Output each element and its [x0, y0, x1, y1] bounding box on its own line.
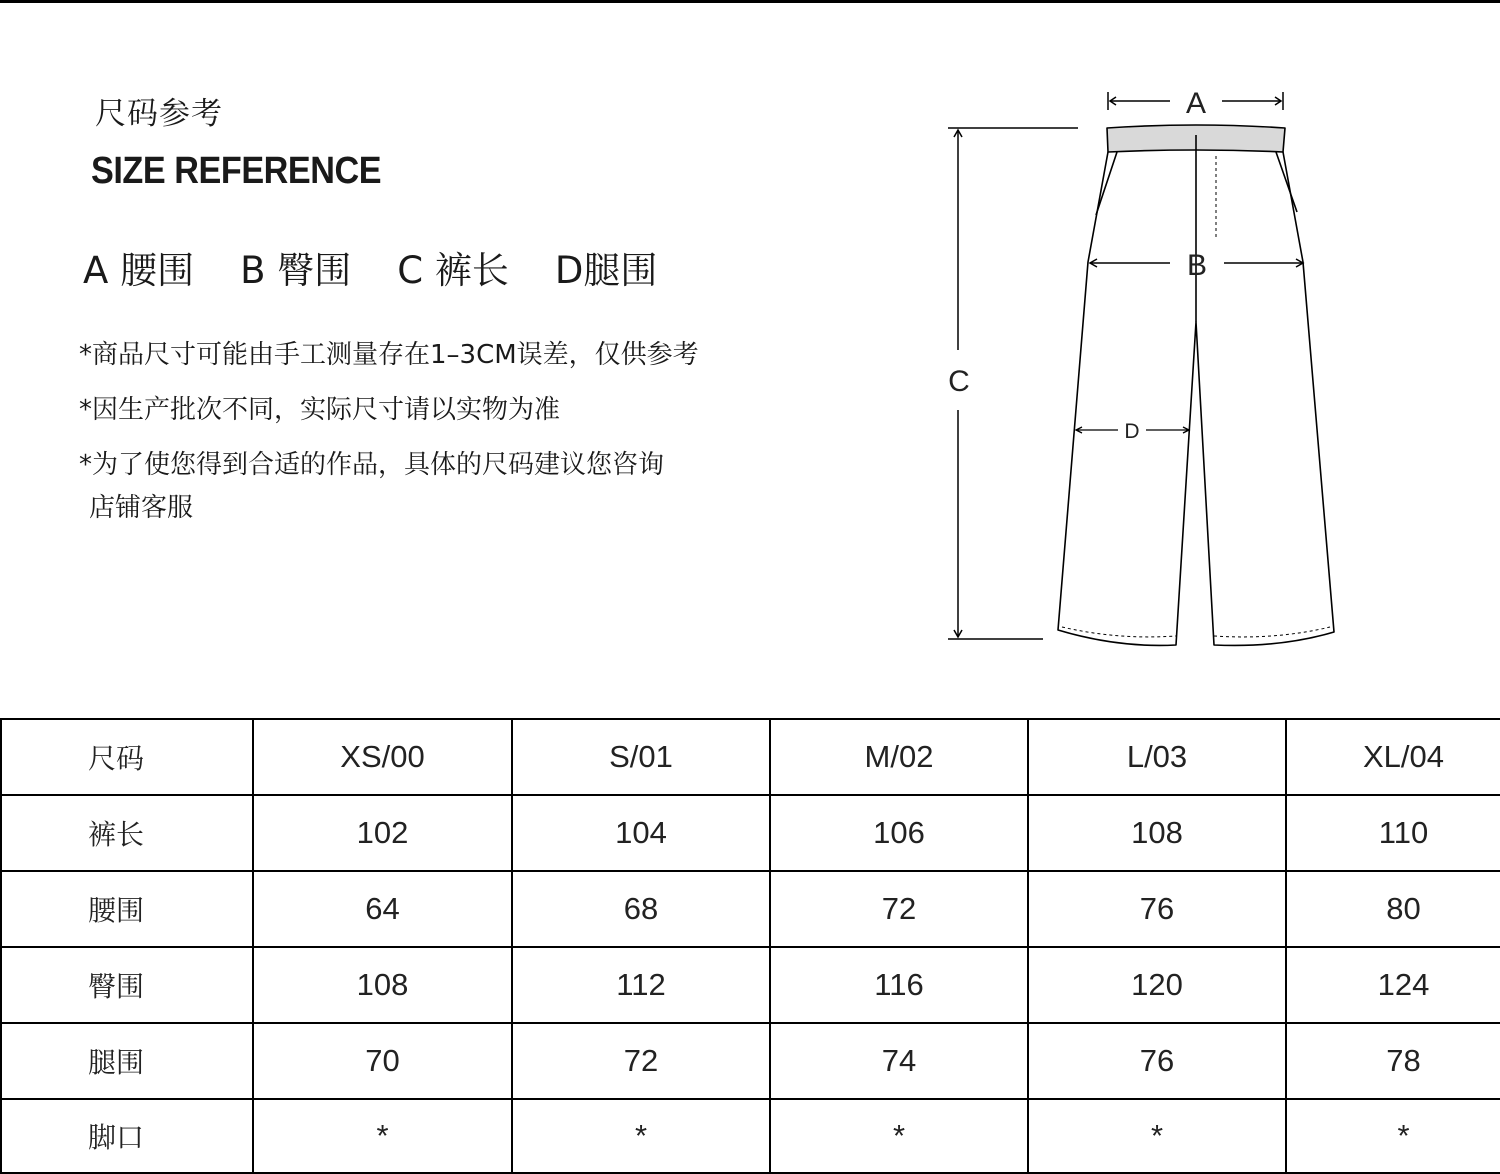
table-cell: 124 — [1286, 947, 1500, 1023]
table-cell: * — [1028, 1099, 1286, 1173]
table-cell: 104 — [512, 795, 770, 871]
table-cell: 尺码 — [1, 719, 253, 795]
note-line: *商品尺寸可能由手工测量存在1–3CM误差，仅供参考 — [79, 340, 699, 370]
table-cell: * — [512, 1099, 770, 1173]
table-cell: L/03 — [1028, 719, 1286, 795]
label-d: D — [1124, 420, 1140, 443]
table-row — [1, 1099, 1500, 1173]
table-cell: S/01 — [512, 719, 770, 795]
table-cell: * — [1286, 1099, 1500, 1173]
pants-diagram — [930, 80, 1360, 660]
legend-item-c: C 裤长 — [397, 249, 509, 292]
label-a: A — [1185, 87, 1207, 120]
table-cell: 腰围 — [1, 871, 253, 947]
top-rule — [0, 0, 1500, 3]
table-cell: * — [253, 1099, 512, 1173]
table-cell: 腿围 — [1, 1023, 253, 1099]
table-cell: 裤长 — [1, 795, 253, 871]
table-cell: 76 — [1028, 1023, 1286, 1099]
note-line: *因生产批次不同，实际尺寸请以实物为准 — [79, 395, 561, 425]
table-cell: 110 — [1286, 795, 1500, 871]
table-cell: 68 — [512, 871, 770, 947]
table-cell: 臀围 — [1, 947, 253, 1023]
table-cell: 112 — [512, 947, 770, 1023]
table-cell: 78 — [1286, 1023, 1500, 1099]
table-cell: 70 — [253, 1023, 512, 1099]
legend-item-b: B 臀围 — [240, 249, 352, 292]
table-cell: 108 — [1028, 795, 1286, 871]
legend-item-d: D腿围 — [554, 249, 658, 292]
table-row — [1, 795, 1500, 871]
size-table — [0, 718, 1500, 1174]
table-cell: 102 — [253, 795, 512, 871]
pants-outline — [1058, 125, 1334, 645]
page-title-cn: 尺码参考 — [95, 96, 223, 132]
table-cell: XL/04 — [1286, 719, 1500, 795]
table-row — [1, 947, 1500, 1023]
table-row — [1, 871, 1500, 947]
table-cell: 76 — [1028, 871, 1286, 947]
table-header-row — [1, 719, 1500, 795]
legend-item-a: A 腰围 — [83, 249, 195, 292]
table-cell: 脚口 — [1, 1099, 253, 1173]
label-b: B — [1186, 249, 1208, 282]
table-cell: 64 — [253, 871, 512, 947]
label-c: C — [948, 365, 970, 398]
table-cell: 80 — [1286, 871, 1500, 947]
table-cell: 72 — [512, 1023, 770, 1099]
table-cell: XS/00 — [253, 719, 512, 795]
table-cell: M/02 — [770, 719, 1028, 795]
page-title-en: SIZE REFERENCE — [91, 150, 382, 192]
size-notes — [79, 328, 699, 536]
note-line: *为了使您得到合适的作品，具体的尺码建议您咨询 — [79, 450, 665, 480]
table-cell: 106 — [770, 795, 1028, 871]
table-cell: 120 — [1028, 947, 1286, 1023]
note-line: 店铺客服 — [89, 493, 194, 523]
table-cell: 74 — [770, 1023, 1028, 1099]
table-cell: 72 — [770, 871, 1028, 947]
table-cell: * — [770, 1099, 1028, 1173]
table-row — [1, 1023, 1500, 1099]
table-cell: 108 — [253, 947, 512, 1023]
measurement-legend — [83, 240, 703, 294]
table-cell: 116 — [770, 947, 1028, 1023]
